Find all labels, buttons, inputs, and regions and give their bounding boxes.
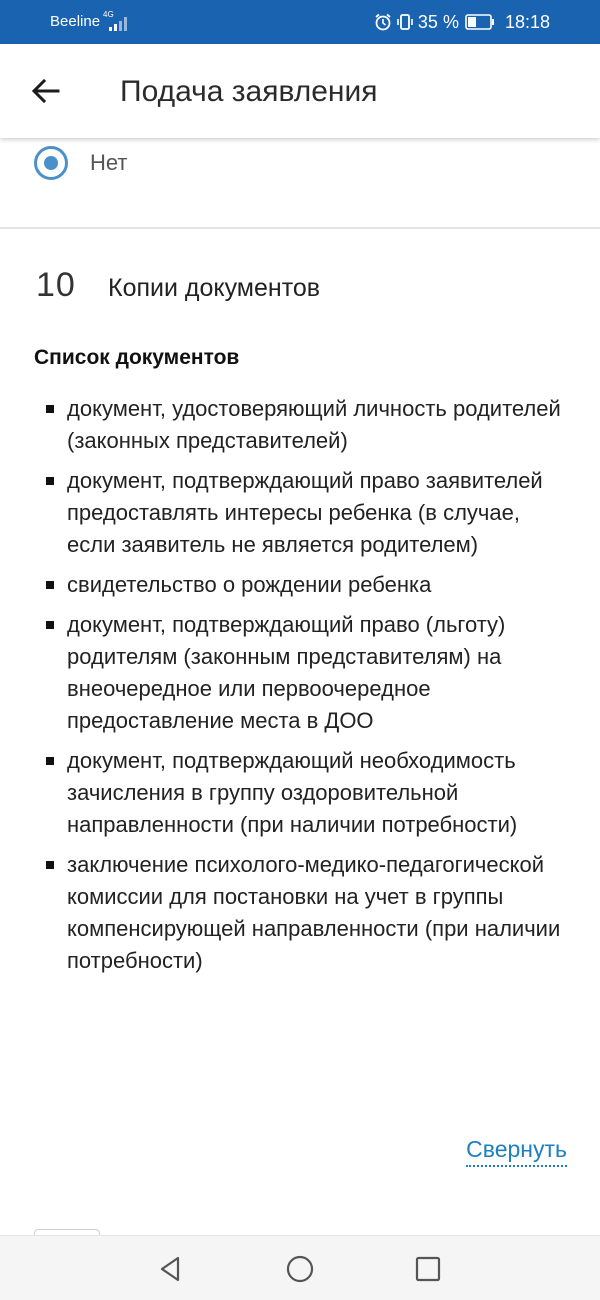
clock: 18:18	[504, 11, 550, 32]
square-recent-icon	[413, 1254, 443, 1284]
carrier-name: Beeline	[50, 13, 101, 30]
alarm-icon	[374, 13, 392, 31]
radio-selected-dot	[44, 156, 58, 170]
battery-icon	[465, 14, 495, 30]
document-text: документ, удостоверяющий личность родителей (законных представителей)	[67, 396, 561, 453]
collapse-link[interactable]: Свернуть	[466, 1136, 567, 1167]
list-item	[0, 609, 600, 737]
section-title: Копии документов	[108, 274, 321, 302]
document-text: документ, подтверждающий право заявителей предоставлять интересы ребенка (в случае, если заявитель не является родителем)	[67, 468, 543, 557]
status-indicators	[374, 11, 550, 33]
divider	[0, 227, 600, 229]
bullet-icon	[46, 581, 54, 589]
list-item	[0, 849, 600, 977]
list-item	[0, 465, 600, 561]
documents-list-heading: Список документов	[34, 346, 240, 369]
battery-percent: 35 %	[417, 11, 459, 32]
nav-home-button[interactable]	[285, 1254, 315, 1284]
circle-home-icon	[285, 1254, 315, 1284]
back-button[interactable]	[26, 71, 66, 111]
vibrate-icon	[396, 13, 414, 31]
page-title: Подача заявления	[120, 75, 378, 108]
bullet-icon	[46, 621, 54, 629]
section-header	[36, 266, 320, 305]
nav-recent-button[interactable]	[413, 1254, 443, 1284]
list-item	[0, 569, 600, 601]
signal-icon	[109, 15, 131, 36]
system-nav-bar	[0, 1235, 600, 1300]
document-text: документ, подтверждающий необходимость зачисления в группу оздоровительной направленности (при наличии потребности)	[67, 748, 518, 837]
bullet-icon	[46, 861, 54, 869]
bullet-icon	[46, 477, 54, 485]
radio-option-no[interactable]	[34, 143, 127, 183]
list-item	[0, 745, 600, 841]
bullet-icon	[46, 405, 54, 413]
radio-label: Нет	[90, 150, 128, 175]
status-bar	[0, 0, 600, 44]
bullet-icon	[46, 757, 54, 765]
section-number: 10	[36, 266, 76, 304]
list-item	[0, 393, 600, 457]
nav-back-button[interactable]	[156, 1254, 186, 1284]
document-text: документ, подтверждающий право (льготу) родителям (законным представителям) на внеочередное или первоочередное предоставление места в ДОО	[67, 612, 506, 733]
triangle-back-icon	[156, 1254, 186, 1284]
arrow-left-icon	[26, 71, 66, 111]
documents-list	[0, 393, 600, 985]
document-text: свидетельство о рождении ребенка	[67, 572, 432, 597]
app-bar	[0, 44, 600, 138]
document-text: заключение психолого-медико-педагогической комиссии для постановки на учет в группы компенсирующей направленности (при наличии потребности)	[67, 852, 561, 973]
network-type: 4G	[103, 10, 114, 19]
radio-button[interactable]	[34, 146, 68, 180]
